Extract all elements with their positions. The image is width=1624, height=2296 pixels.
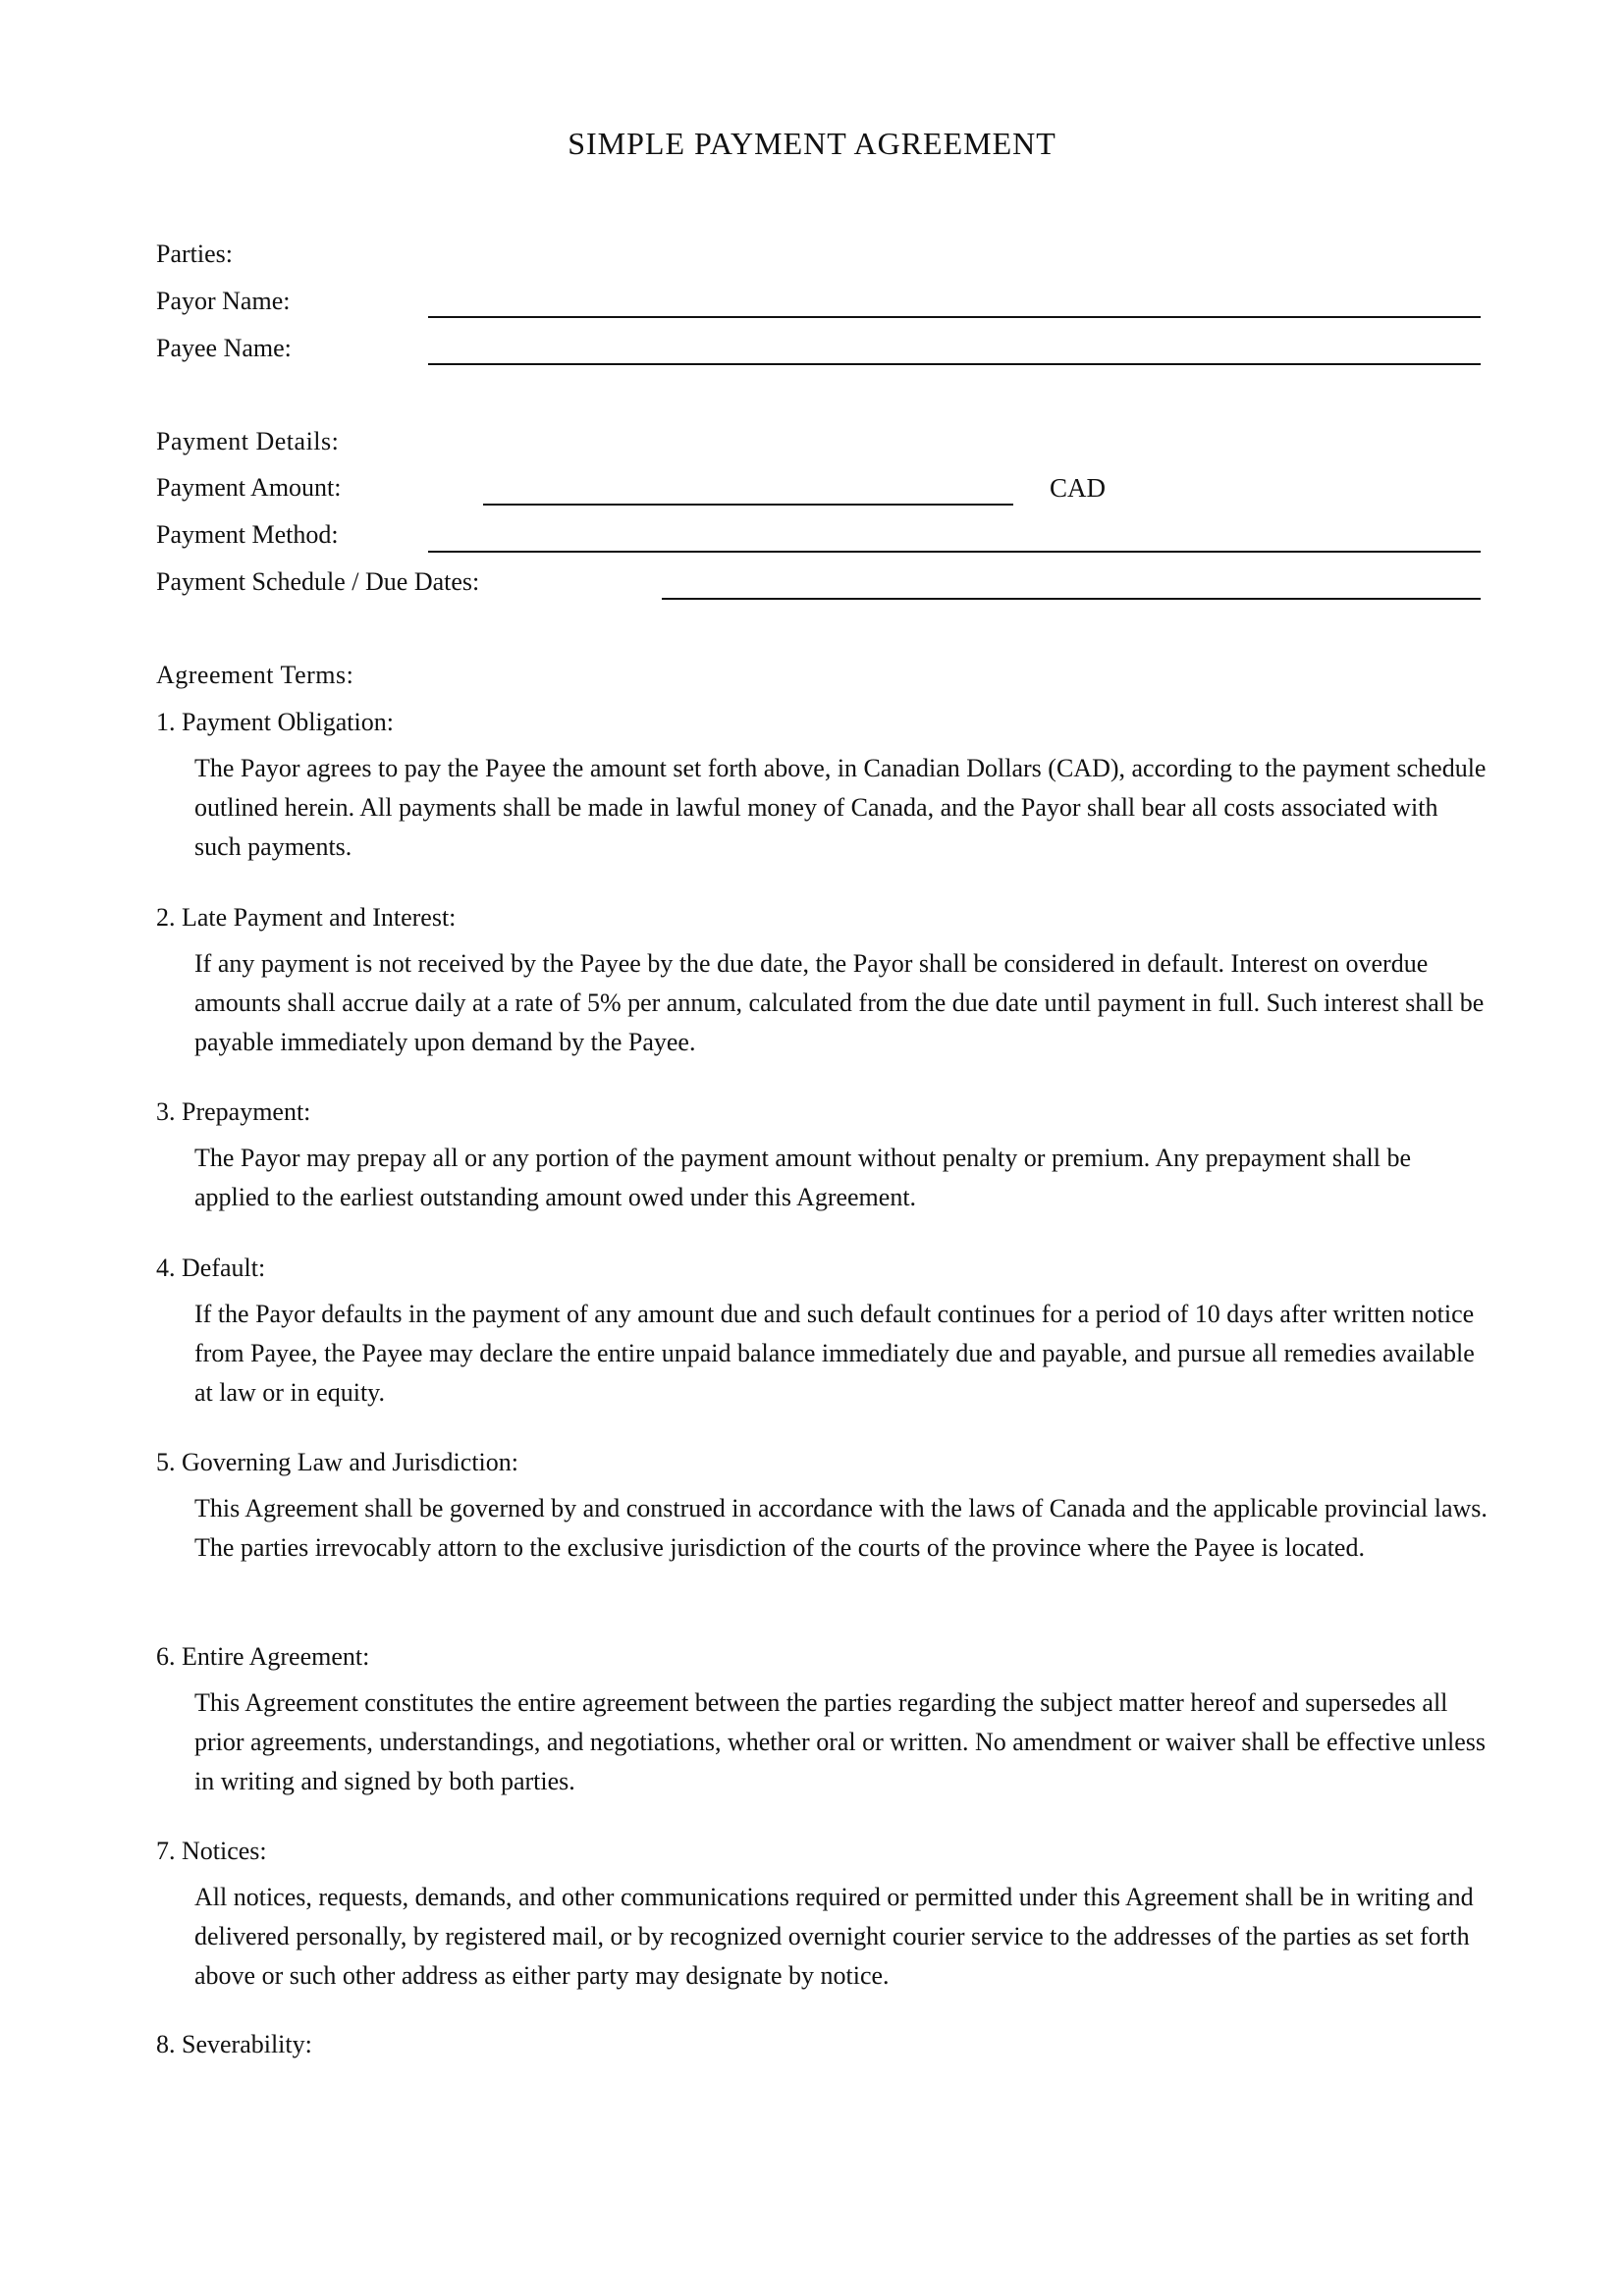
clause-5-title: 5. Governing Law and Jurisdiction: bbox=[156, 1448, 518, 1476]
clause-7-body: All notices, requests, demands, and other communications required or permitted under this Agreement shall be in writing and delivered personally, by registered mail, or by recognized overnight courier service to the addresses of the parties as set forth above or such other address as either party may designate by notice. bbox=[194, 1883, 1474, 1990]
clause-2-body: If any payment is not received by the Payee by the due date, the Payor shall be considered in default. Interest on overdue amounts shall accrue daily at a rate of 5% per annum, calculated from the due date until payment in full. Such interest shall be payable immediately upon demand by the Payee. bbox=[194, 949, 1485, 1056]
payor-name-label: Payor Name: bbox=[156, 287, 291, 315]
clause-7-title: 7. Notices: bbox=[156, 1837, 267, 1865]
clause-5-body: This Agreement shall be governed by and construed in accordance with the laws of Canada and the applicable provincial laws. The parties irrevocably attorn to the exclusive jurisdiction of the courts of the province where the Payee is located. bbox=[194, 1494, 1488, 1562]
clause-6-title: 6. Entire Agreement: bbox=[156, 1642, 370, 1671]
clause-4-body: If the Payor defaults in the payment of any amount due and such default continues for a period of 10 days after written notice from Payee, the Payee may declare the entire unpaid balance immediately due and payable, and pursue all remedies available at law or in equity. bbox=[194, 1300, 1475, 1407]
clause-3-body: The Payor may prepay all or any portion of the payment amount without penalty or premium. Any prepayment shall be applied to the earliest outstanding amount owed under this Agreement. bbox=[194, 1144, 1412, 1211]
payee-name-label: Payee Name: bbox=[156, 334, 292, 362]
payment-amount-label: Payment Amount: bbox=[156, 473, 342, 502]
agreement-terms-heading: Agreement Terms: bbox=[156, 661, 354, 689]
clause-6-body: This Agreement constitutes the entire agreement between the parties regarding the subject matter hereof and supersedes all prior agreements, understandings, and negotiations, whether oral or written. No amendment or waiver shall be effective unless in writing and signed by both parties. bbox=[194, 1688, 1487, 1795]
clause-2-title: 2. Late Payment and Interest: bbox=[156, 903, 457, 932]
payment-details-heading: Payment Details: bbox=[156, 427, 340, 455]
payor-name-field[interactable] bbox=[428, 316, 1481, 318]
payment-method-label: Payment Method: bbox=[156, 520, 339, 549]
clause-8-title: 8. Severability: bbox=[156, 2030, 312, 2058]
payment-schedule-field[interactable] bbox=[662, 598, 1481, 600]
currency-label: CAD bbox=[1050, 473, 1107, 503]
payment-amount-field[interactable] bbox=[483, 504, 1013, 506]
payee-name-field[interactable] bbox=[428, 363, 1481, 365]
payment-method-field[interactable] bbox=[428, 551, 1481, 553]
document-title: SIMPLE PAYMENT AGREEMENT bbox=[568, 126, 1056, 161]
payment-schedule-label: Payment Schedule / Due Dates: bbox=[156, 567, 480, 596]
clause-1-title: 1. Payment Obligation: bbox=[156, 708, 394, 736]
clause-4-title: 4. Default: bbox=[156, 1254, 266, 1282]
clause-3-title: 3. Prepayment: bbox=[156, 1097, 311, 1126]
parties-heading: Parties: bbox=[156, 240, 233, 268]
clause-1-body: The Payor agrees to pay the Payee the amount set forth above, in Canadian Dollars (CAD), according to the payment schedule outlined herein. All payments shall be made in lawful money of Canada, and the Payor shall bear all costs associated with such payments. bbox=[194, 754, 1487, 861]
